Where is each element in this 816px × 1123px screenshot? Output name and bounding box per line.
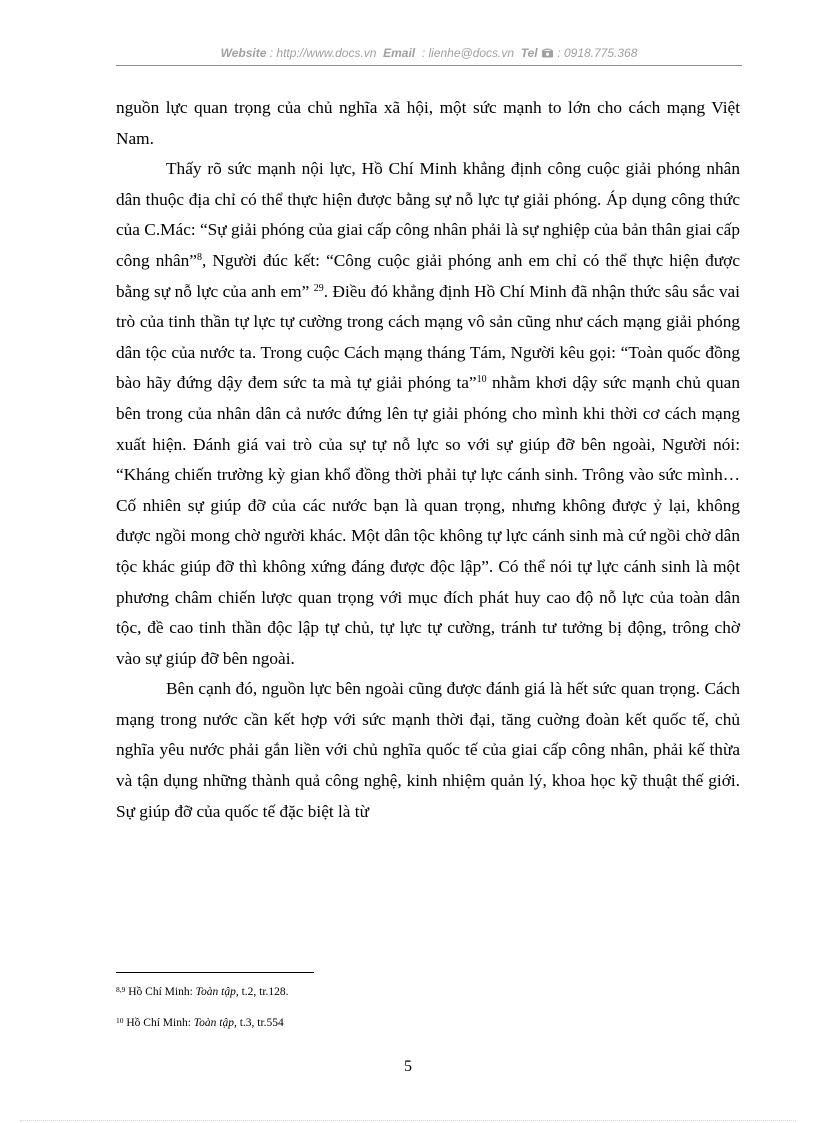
page-header [116, 46, 742, 60]
footnote-separator [116, 972, 314, 973]
footnote-ref-8: 8 [196, 251, 202, 263]
footnote-work: Toàn tập [195, 986, 236, 998]
tel-number: : 0918.775.368 [557, 46, 638, 60]
email-address[interactable]: : lienhe@docs.vn [421, 46, 515, 60]
footnote-1 [116, 985, 289, 999]
footnote-author: Hồ Chí Minh: [125, 986, 196, 998]
paragraph-1: nguồn lực quan trọng của chủ nghĩa xã hội, một sức mạnh to lớn cho cách mạng Việt Nam. [116, 98, 740, 148]
footnote-ref-10: 10 [476, 374, 487, 386]
body-text [116, 93, 740, 827]
footnote-ref-29: 29 [313, 282, 324, 294]
email-label: Email [383, 46, 416, 60]
header-rule [116, 65, 742, 66]
paragraph-2-part-c: . Điều đó khẳng định Hồ Chí Minh đã nhận thức sâu sắc vai trò của tinh thần tự lực tự cường trong cách mạng vô sản cũng như cách mạng giải phóng dân tộc của nước ta. Trong cuộc Cách mạng tháng Tám, Người kêu gọi: “Toàn quốc đồng bào hãy đứng dậy đem sức ta mà tự giải phóng ta” [116, 281, 740, 393]
paragraph-3: Bên cạnh đó, nguồn lực bên ngoài cũng được đánh giá là hết sức quan trọng. Cách mạng trong nước cần kết hợp với sức mạnh thời đại, tăng cuờng đoàn kết quốc tế, chủ nghĩa yêu nước phải gắn liền với chủ nghĩa quốc tế của giai cấp công nhân, phải kế thừa và tận dụng những thành quả công nghệ, kinh nhiệm quản lý, khoa học kỹ thuật thế giới. Sự giúp đỡ của quốc tế đặc biệt là từ [116, 679, 740, 821]
paragraph-2-part-b: , Người đúc kết: “Công cuộc giải phóng anh em chỉ có thể thực hiện được bằng sự nỗ lực của anh em” [116, 250, 740, 301]
website-url[interactable]: : http://www.docs.vn [269, 46, 377, 60]
phone-icon [541, 46, 557, 60]
paragraph-2 [116, 154, 740, 674]
footnote-mark: 8,9 [116, 985, 126, 994]
website-label: Website [220, 46, 267, 60]
footnote-work: Toàn tập [193, 1017, 234, 1029]
footnote-ref: , t.2, tr.128. [235, 986, 289, 998]
paragraph-2-part-a: Thấy rõ sức mạnh nội lực, Hồ Chí Minh khẳng định công cuộc giải phóng nhân dân thuộc địa chỉ có thể thực hiện được bằng sự nỗ lực tự giải phóng. Áp dụng công thức của C.Mác: “Sự giải phóng của giai cấp công nhân phải là sự nghiệp của bản thân giai cấp công nhân” [116, 159, 740, 270]
footnote-mark: 10 [116, 1016, 124, 1025]
footnote-ref: , t.3, tr.554 [233, 1017, 284, 1029]
paragraph-2-part-d: nhằm khơi dậy sức mạnh chủ quan bên trong của nhân dân cả nước đứng lên tự giải phóng cho mình khi thời cơ cách mạng xuất hiện. Đánh giá vai trò của sự tự nỗ lực so với sự giúp đỡ bên ngoài, Người nói: “Kháng chiến trường kỳ gian khổ đồng thời phải tự lực cánh sinh. Trông vào sức mình…Cố nhiên sự giúp đỡ của các nước bạn là quan trọng, nhưng không được ỷ lại, không được ngồi mong chờ người khác. Một dân tộc không tự lực cánh sinh mà cứ ngồi chờ dân tộc khác giúp đỡ thì không xứng đáng được độc lập”. Có thể nói tự lực cánh sinh là một phương châm chiến lược quan trọng với mục đích phát huy cao độ nỗ lực của toàn dân tộc, đề cao tinh thần độc lập tự chủ, tự lực tự cường, tránh tư tưởng bị động, trông chờ vào sự giúp đỡ bên ngoài. [116, 373, 740, 668]
tel-label: Tel [520, 46, 538, 60]
footnote-author: Hồ Chí Minh: [123, 1017, 194, 1029]
page-number: 5 [404, 1058, 412, 1075]
footnote-2 [116, 1016, 284, 1030]
page-bottom-border [20, 1120, 796, 1121]
